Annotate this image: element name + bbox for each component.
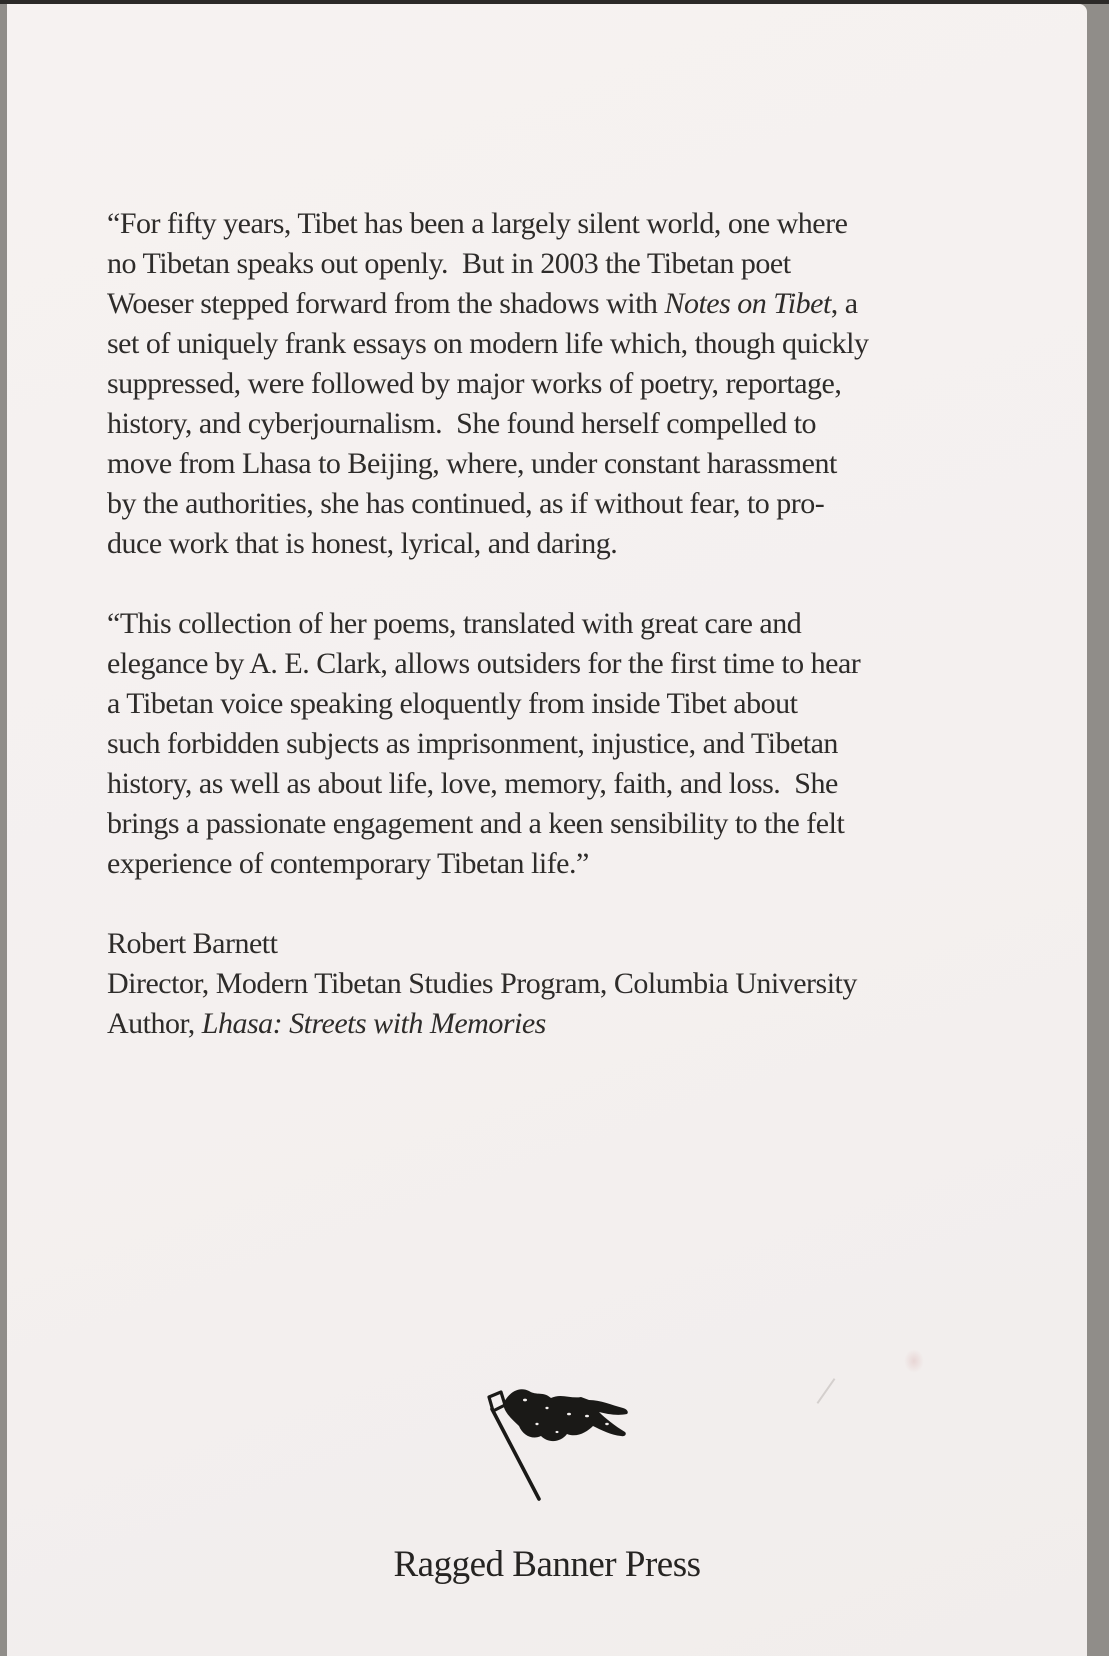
text-line: “This collection of her poems, translated with great care and	[107, 607, 802, 640]
text-line: by the authorities, she has continued, as if without fear, to pro-	[107, 487, 825, 520]
ragged-banner-flag-icon	[477, 1386, 657, 1504]
text-line: history, and cyberjournalism. She found herself compelled to	[107, 407, 817, 440]
text-line: brings a passionate engagement and a keen sensibility to the felt	[107, 807, 845, 840]
text-line: Director, Modern Tibetan Studies Program, Columbia University	[107, 967, 857, 1000]
text-line: Author, Lhasa: Streets with Memories	[107, 1007, 546, 1040]
text-line: move from Lhasa to Beijing, where, under constant harassment	[107, 447, 837, 480]
text-line: history, as well as about life, love, memory, faith, and loss. She	[107, 767, 838, 800]
text-line: duce work that is honest, lyrical, and daring.	[107, 527, 618, 560]
text-line: Robert Barnett	[107, 927, 278, 960]
text-line: a Tibetan voice speaking eloquently from inside Tibet about	[107, 687, 798, 720]
text-line: such forbidden subjects as imprisonment, injustice, and Tibetan	[107, 727, 838, 760]
book-back-cover	[7, 4, 1087, 1656]
text-line: experience of contemporary Tibetan life.”	[107, 847, 589, 880]
text-line: no Tibetan speaks out openly. But in 2003 the Tibetan poet	[107, 247, 791, 280]
publisher-logo	[477, 1386, 657, 1504]
endorsement-paragraph-1	[107, 204, 967, 564]
text-line: “For fifty years, Tibet has been a largely silent world, one where	[107, 207, 848, 240]
publisher-name: Ragged Banner Press	[393, 1544, 701, 1585]
text-line: set of uniquely frank essays on modern life which, though quickly	[107, 327, 869, 360]
endorsement-paragraph-2	[107, 604, 967, 884]
text-line: suppressed, were followed by major works of poetry, reportage,	[107, 367, 842, 400]
scan-scratch	[817, 1378, 836, 1404]
text-line: Woeser stepped forward from the shadows with Notes on Tibet, a	[107, 287, 858, 320]
scan-smudge	[904, 1349, 924, 1373]
text-line: elegance by A. E. Clark, allows outsiders for the first time to hear	[107, 647, 861, 680]
endorser-attribution	[107, 924, 967, 1044]
